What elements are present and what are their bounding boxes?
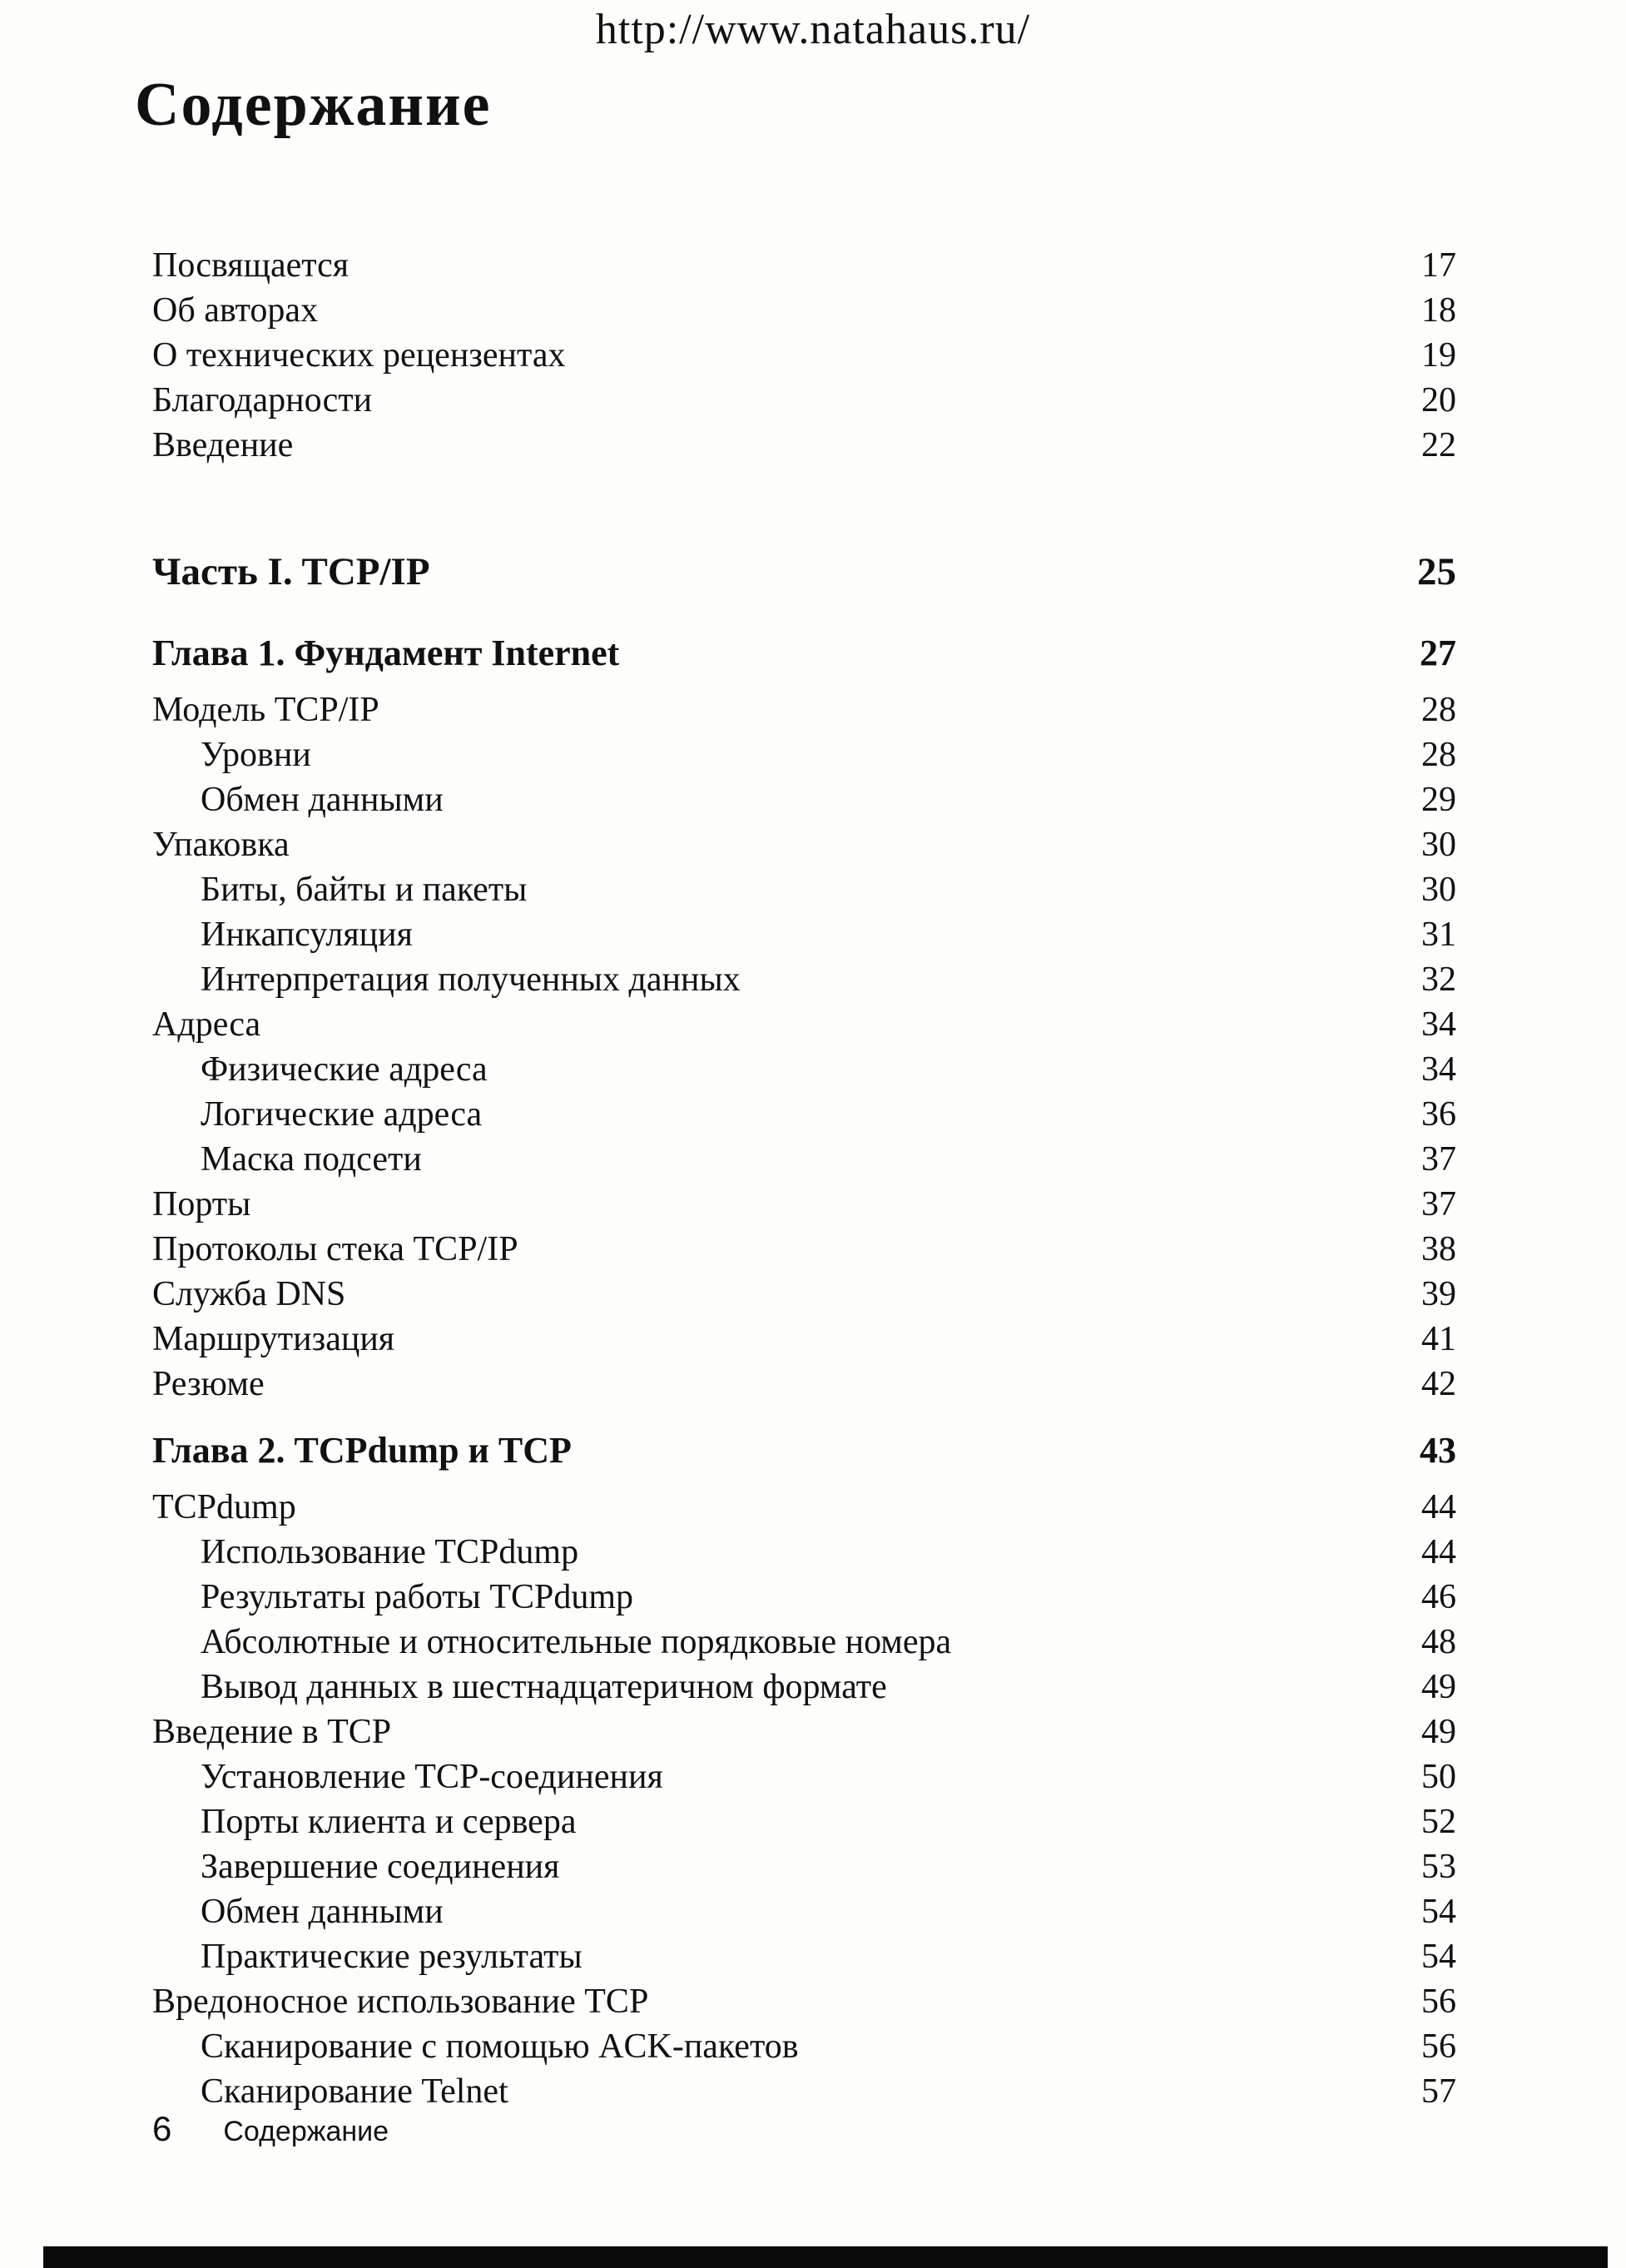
toc-entry-page: 37	[1421, 1140, 1456, 1179]
toc-entry-page: 22	[1421, 426, 1456, 464]
toc-entry-label: Сканирование с помощью ACK-пакетов	[201, 2027, 799, 2066]
toc-entry-label: Практические результаты	[201, 1938, 582, 1976]
toc-entry-label: Физические адреса	[201, 1050, 488, 1089]
toc-entry	[152, 822, 1456, 867]
toc-entry	[152, 1047, 1456, 1092]
toc-entry-page: 29	[1421, 781, 1456, 819]
toc-entry-page: 49	[1421, 1668, 1456, 1706]
toc-entry	[152, 1754, 1456, 1799]
toc-entry	[152, 1665, 1456, 1710]
toc-entry-label: Обмен данными	[201, 1893, 444, 1931]
toc-entry-page: 44	[1421, 1488, 1456, 1526]
toc-entry-label: Введение в TCP	[152, 1713, 392, 1751]
toc-entry-label: Упаковка	[152, 826, 290, 864]
chapter-heading-page: 27	[1420, 633, 1456, 673]
toc-entry	[152, 1092, 1456, 1137]
chapter-heading-label: Глава 2. TCPdump и TCP	[152, 1430, 572, 1471]
toc-entry	[152, 333, 1456, 378]
toc-entry-label: Использование TCPdump	[201, 1533, 579, 1571]
toc-entry-label: О технических рецензентах	[152, 336, 566, 375]
toc-entry-page: 46	[1421, 1578, 1456, 1616]
toc-entry	[152, 243, 1456, 288]
toc-entry-label: Маршрутизация	[152, 1320, 395, 1358]
chapter-heading-page: 43	[1420, 1430, 1456, 1471]
toc-entry	[152, 423, 1456, 468]
toc-entry	[152, 2024, 1456, 2069]
chapter-heading	[152, 631, 1456, 676]
toc-entry	[152, 1889, 1456, 1934]
toc-entry-page: 57	[1421, 2072, 1456, 2111]
toc-entry-page: 34	[1421, 1050, 1456, 1089]
toc-entry-page: 19	[1421, 336, 1456, 375]
toc-entry-page: 34	[1421, 1005, 1456, 1044]
chapter-heading-label: Глава 1. Фундамент Internet	[152, 633, 620, 673]
toc-entry	[152, 1227, 1456, 1272]
page-title: Содержание	[135, 71, 492, 139]
toc-entry-page: 37	[1421, 1185, 1456, 1223]
toc-entry-label: Порты	[152, 1185, 251, 1223]
toc-entry-page: 30	[1421, 871, 1456, 909]
toc-entry-page: 49	[1421, 1713, 1456, 1751]
footer-page-number: 6	[152, 2109, 172, 2148]
toc-entry	[152, 1272, 1456, 1317]
toc-entry-label: Порты клиента и сервера	[201, 1803, 577, 1841]
toc-entry-page: 31	[1421, 916, 1456, 954]
front-matter-section	[152, 243, 1456, 468]
toc-entry-label: Модель TCP/IP	[152, 691, 379, 729]
site-url-header: http://www.natahaus.ru/	[595, 6, 1031, 53]
page-footer	[152, 2109, 389, 2149]
toc-entry-label: Посвящается	[152, 246, 349, 285]
toc-entry-page: 48	[1421, 1623, 1456, 1661]
toc-entry	[152, 1182, 1456, 1227]
toc-entry-label: Логические адреса	[201, 1095, 483, 1134]
toc-entry	[152, 1530, 1456, 1575]
toc-entry-page: 42	[1421, 1365, 1456, 1403]
toc-entry	[152, 1002, 1456, 1047]
toc-entry-label: Сканирование Telnet	[201, 2072, 508, 2111]
footer-section-label: Содержание	[223, 2116, 389, 2147]
toc-entry-label: Установление TCP-соединения	[201, 1758, 663, 1796]
toc-entry	[152, 867, 1456, 912]
part-heading-page: 25	[1417, 550, 1456, 593]
toc-entry	[152, 1979, 1456, 2024]
toc-entry	[152, 1620, 1456, 1665]
toc-entry-page: 38	[1421, 1230, 1456, 1268]
toc-entry	[152, 1575, 1456, 1620]
toc-entry-page: 32	[1421, 960, 1456, 999]
toc-entry-label: Интерпретация полученных данных	[201, 960, 741, 999]
toc-entry-label: Введение	[152, 426, 294, 464]
chapter1-entries	[152, 687, 1456, 1407]
toc-entry-page: 41	[1421, 1320, 1456, 1358]
toc-entry	[152, 687, 1456, 732]
toc-entry-page: 53	[1421, 1848, 1456, 1886]
toc-entry-label: Обмен данными	[201, 781, 444, 819]
toc-entry-label: TCPdump	[152, 1488, 296, 1526]
toc-entry	[152, 1799, 1456, 1844]
toc-entry-label: Инкапсуляция	[201, 916, 413, 954]
toc-entry	[152, 732, 1456, 777]
toc-entry	[152, 1844, 1456, 1889]
toc-entry	[152, 1485, 1456, 1530]
toc-entry-label: Благодарности	[152, 381, 373, 419]
toc-entry-page: 54	[1421, 1893, 1456, 1931]
toc-entry-page: 36	[1421, 1095, 1456, 1134]
toc-entry	[152, 957, 1456, 1002]
toc-entry-label: Протоколы стека TCP/IP	[152, 1230, 518, 1268]
toc-entry-page: 18	[1421, 291, 1456, 330]
toc-entry-page: 17	[1421, 246, 1456, 285]
toc-entry	[152, 1317, 1456, 1362]
toc-entry	[152, 378, 1456, 423]
toc-entry-page: 56	[1421, 2027, 1456, 2066]
toc-entry-label: Завершение соединения	[201, 1848, 560, 1886]
toc-entry	[152, 1934, 1456, 1979]
toc-entry-page: 56	[1421, 1983, 1456, 2021]
toc-entry-label: Маска подсети	[201, 1140, 422, 1179]
toc-entry-page: 20	[1421, 381, 1456, 419]
chapter-heading	[152, 1428, 1456, 1473]
toc-entry-label: Вредоносное использование TCP	[152, 1983, 649, 2021]
toc-entry-page: 39	[1421, 1275, 1456, 1313]
toc-entry	[152, 2069, 1456, 2114]
toc-entry	[152, 288, 1456, 333]
toc-entry-page: 44	[1421, 1533, 1456, 1571]
toc-entry-label: Об авторах	[152, 291, 319, 330]
toc-entry-label: Служба DNS	[152, 1275, 346, 1313]
toc-entry-label: Резюме	[152, 1365, 265, 1403]
toc-entry	[152, 1137, 1456, 1182]
toc-entry	[152, 912, 1456, 957]
toc-entry-label: Результаты работы TCPdump	[201, 1578, 634, 1616]
toc-entry-page: 52	[1421, 1803, 1456, 1841]
toc-entry-page: 54	[1421, 1938, 1456, 1976]
toc-entry	[152, 1362, 1456, 1407]
part-heading	[152, 548, 1456, 596]
toc-entry-label: Биты, байты и пакеты	[201, 871, 528, 909]
toc-entry-label: Абсолютные и относительные порядковые номера	[201, 1623, 952, 1661]
toc-entry	[152, 777, 1456, 822]
toc-entry	[152, 1710, 1456, 1754]
part-heading-label: Часть I. TCP/IP	[152, 550, 430, 593]
toc-entry-page: 28	[1421, 736, 1456, 774]
toc-entry-page: 30	[1421, 826, 1456, 864]
toc-entry-page: 50	[1421, 1758, 1456, 1796]
toc-entry-label: Вывод данных в шестнадцатеричном формате	[201, 1668, 887, 1706]
toc-entry-page: 28	[1421, 691, 1456, 729]
table-of-contents	[152, 243, 1456, 2114]
toc-entry-label: Уровни	[201, 736, 311, 774]
toc-entry-label: Адреса	[152, 1005, 261, 1044]
scan-artifact-bar	[43, 2246, 1608, 2268]
chapter2-entries	[152, 1485, 1456, 2114]
